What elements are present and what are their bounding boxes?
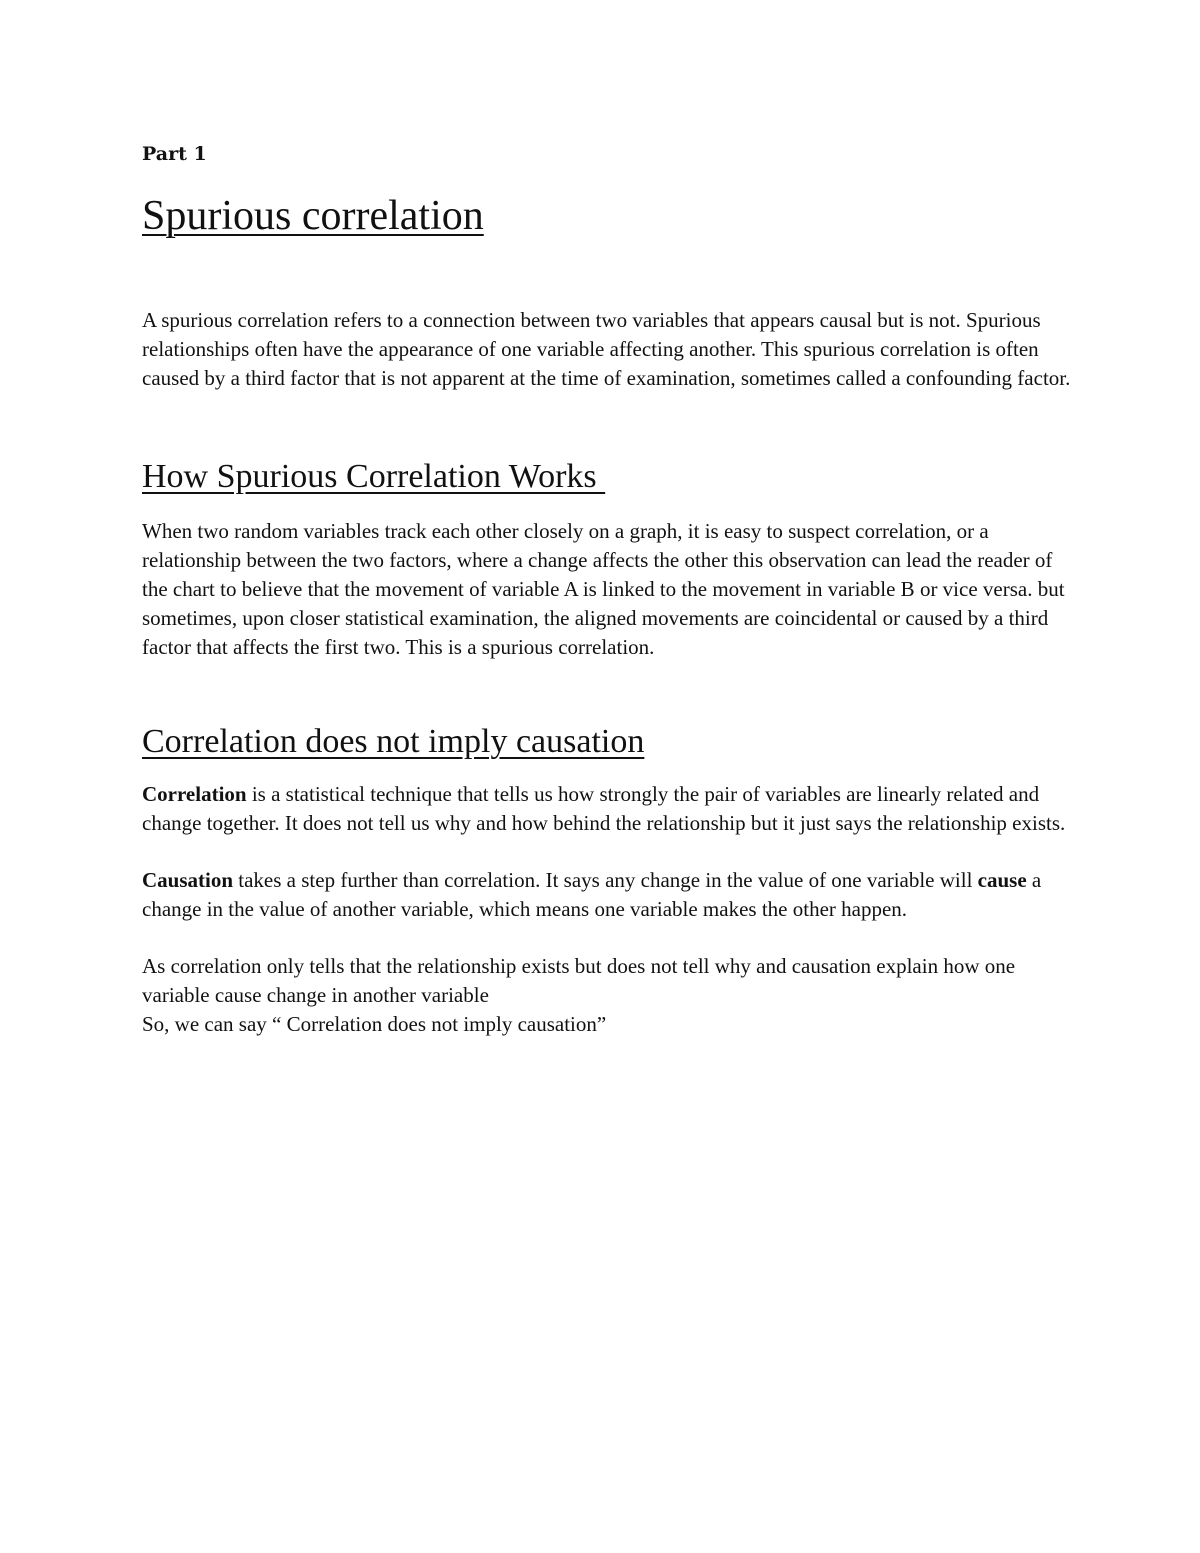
causation-definition-text-2: a change in the value of another variable, which means one variable makes the other happen. <box>142 868 1042 921</box>
document-content <box>142 140 1072 1039</box>
causation-definition-paragraph <box>142 866 1072 924</box>
section-heading-correlation-causation: Correlation does not imply causation <box>142 723 645 760</box>
correlation-definition-paragraph <box>142 780 1072 838</box>
causation-term: Causation <box>142 868 234 892</box>
conclusion-line-2: So, we can say “ Correlation does not imply causation” <box>142 1012 607 1036</box>
correlation-term: Correlation <box>142 782 247 806</box>
causation-definition-text-1: takes a step further than correlation. It says any change in the value of one variable will <box>233 868 978 892</box>
conclusion-paragraph <box>142 952 1072 1039</box>
cause-term: cause <box>977 868 1027 892</box>
conclusion-line-1: As correlation only tells that the relationship exists but does not tell why and causation explain how one variable cause change in another variable <box>142 954 1016 1007</box>
intro-paragraph: A spurious correlation refers to a connection between two variables that appears causal but is not. Spurious relationships often have the appearance of one variable affecting another. This spurious correlation is often caused by a third factor that is not apparent at the time of examination, sometimes called a confounding factor. <box>142 308 1071 390</box>
correlation-definition-text: is a statistical technique that tells us how strongly the pair of variables are linearly related and change together. It does not tell us why and how behind the relationship but it just says the relationship exists. <box>142 782 1066 835</box>
how-it-works-paragraph: When two random variables track each other closely on a graph, it is easy to suspect correlation, or a relationship between the two factors, where a change affects the other this observation can lead the reader of the chart to believe that the movement of variable A is linked to the movement in variable B or vice versa. but sometimes, upon closer statistical examination, the aligned movements are coincidental or caused by a third factor that affects the first two. This is a spurious correlation. <box>142 519 1065 659</box>
part-label: Part 1 <box>142 143 207 165</box>
document-title: Spurious correlation <box>142 193 484 239</box>
section-heading-how-it-works: How Spurious Correlation Works <box>142 458 606 495</box>
